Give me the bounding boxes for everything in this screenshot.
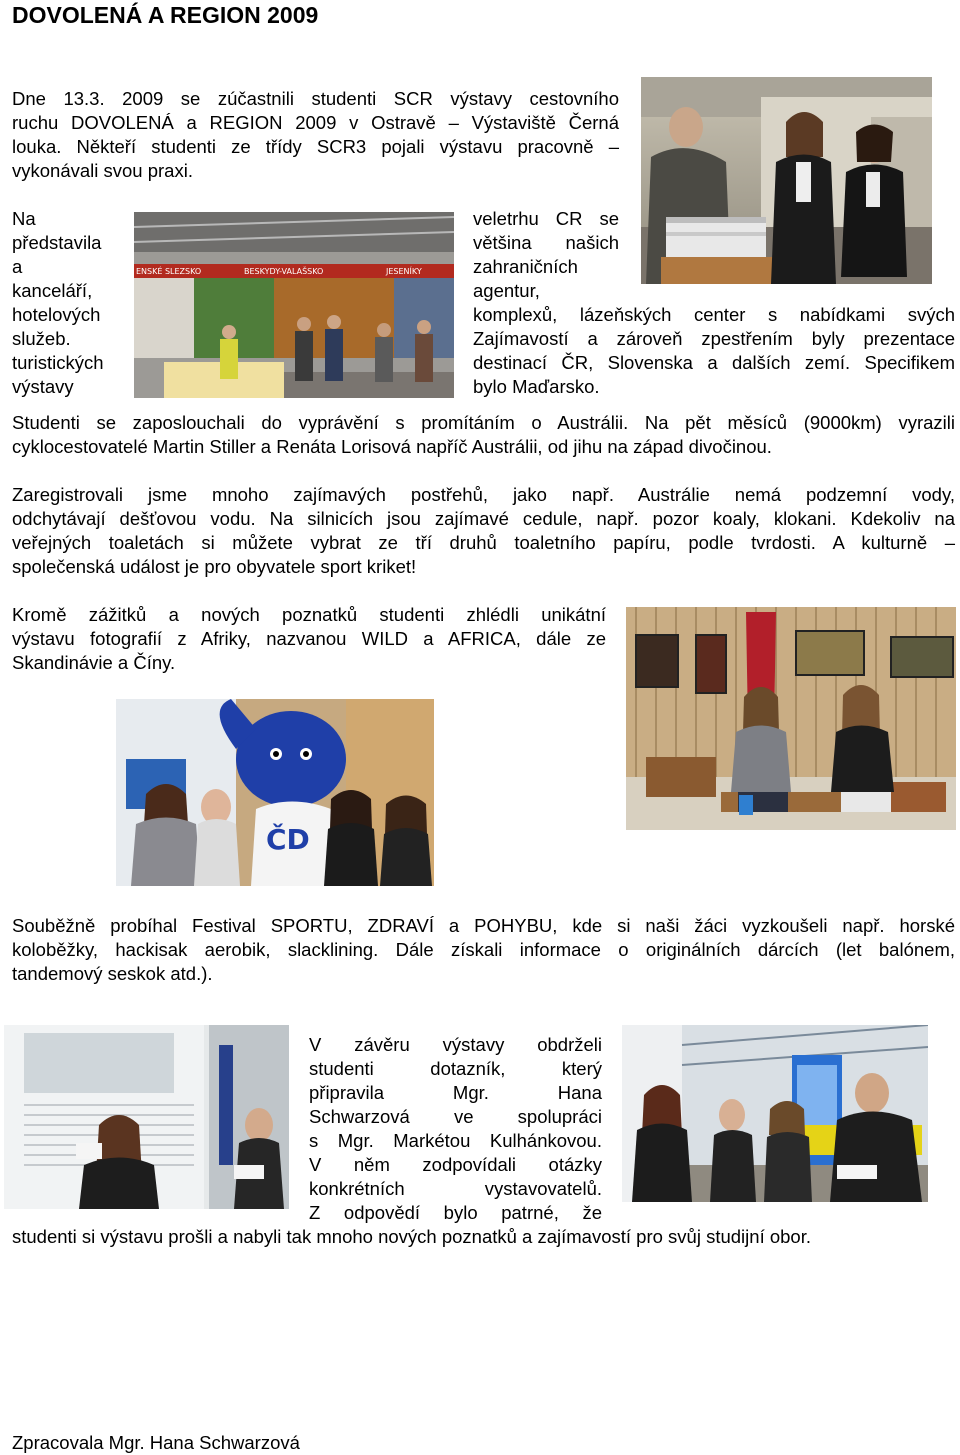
fair-right-wide-line: komplexů, lázeňských center s nabídkami svých [473,304,955,325]
word: našich [565,232,619,253]
facts-line: společenská událost je pro obyvatele sport kriket! [12,556,417,577]
facts-line: veřejných toaletách si můžete vybrat ze tří druhů toaletního papíru, podle tvrdosti. A kulturně – [12,532,955,553]
fair-right-wide-line: Zajímavostí a zároveň zpestřením byly prezentace [473,328,955,349]
intro-line: ruchu DOVOLENÁ a REGION 2009 v Ostravě – Výstaviště Černá [12,112,619,133]
photo-map-board [4,1025,289,1209]
fair-left-word: představila [12,232,102,253]
festival-line: tandemový seskok atd.). [12,963,213,984]
australia-line: Studenti se zaposlouchali do vyprávění s promítáním o Austrálii. Na pět měsíců (9000km) vyrazili [12,412,955,433]
booth-banner-text: ENSKÉ SLEZSKO [136,267,202,276]
cd-logo: ČD [266,823,310,856]
questionnaire-line: V závěru výstavy obdrželi [309,1034,602,1055]
intro-line: vykonávali svou praxi. [12,160,193,181]
questionnaire-last-line: studenti si výstavu prošli a nabyli tak mnoho nových poznatků a zajímavostí pro svůj studijní obor. [12,1226,811,1247]
fair-right-line: zahraničních [473,256,578,277]
fair-right-line [473,207,619,231]
fair-left-word: služeb. [12,328,71,349]
australia-line: cyklocestovatelé Martin Stiller a Renáta Lorisová napříč Austrálii, od jihu na západ divočinou. [12,436,772,457]
photo-exhibit-line: Kromě zážitků a nových poznatků studenti zhlédli unikátní [12,604,606,625]
booth-banner-text: BESKYDY-VALAŠSKO [244,267,324,276]
fair-left-word: a [12,256,23,277]
festival-line: Souběžně probíhal Festival SPORTU, ZDRAVÍ a POHYBU, kde si naši žáci vyzkoušeli např. horské [12,915,955,936]
questionnaire-line: Z odpovědí bylo patrné, že [309,1202,602,1223]
fair-left-word: turistických [12,352,104,373]
fair-left-word: hotelových [12,304,101,325]
page-title: DOVOLENÁ A REGION 2009 [12,2,319,28]
questionnaire-line: V něm zodpovídali otázky [309,1154,602,1175]
fair-left-word: kanceláří, [12,280,93,301]
photo-africa-exhibit [626,607,956,830]
word: veletrhu [473,208,539,229]
fair-right-line [473,231,619,255]
festival-line: koloběžky, hackisak aerobik, slacklining. Dále získali informace o originálních dárcích (let balónem, [12,939,955,960]
photo-exhibit-line: výstavu fotografií z Afriky, nazvanou WILD a AFRICA, dále ze [12,628,606,649]
photo-students-at-stand [641,77,932,284]
intro-line: Dne 13.3. 2009 se zúčastnili studenti SCR výstavy cestovního [12,88,619,109]
intro-line: louka. Někteří studenti ze třídy SCR3 pojali výstavu pracovně – [12,136,619,157]
questionnaire-line: konkrétních vystavovatelů. [309,1178,602,1199]
author-signature: Zpracovala Mgr. Hana Schwarzová [12,1432,300,1453]
photo-exhibition-booth [134,212,454,398]
fair-left-word: Na [12,208,36,229]
questionnaire-line: studenti dotazník, který [309,1058,602,1079]
questionnaire-line: připravila Mgr. Hana [309,1082,602,1103]
word: CR [555,208,583,229]
facts-line: odchytávají dešťovou vodu. Na silnicích jsou zajímavé cedule, např. pozor koaly, klokani. Kdekoliv na [12,508,955,529]
photo-students-outside [622,1025,928,1202]
word: se [599,208,619,229]
photo-cd-mascot [116,699,434,886]
word: většina [473,232,532,253]
photo-exhibit-line: Skandinávie a Číny. [12,652,176,673]
booth-banner-text: JESENÍKY [386,267,422,276]
questionnaire-line: Schwarzová ve spolupráci [309,1106,602,1127]
facts-line: Zaregistrovali jsme mnoho zajímavých postřehů, jako např. Austrálie nemá podzemní vody, [12,484,955,505]
fair-right-wide-line: bylo Maďarsko. [473,376,600,397]
fair-left-word: výstavy [12,376,74,397]
fair-right-line: agentur, [473,280,540,301]
fair-right-wide-line: destinací ČR, Slovenska a dalších zemí. Specifikem [473,352,955,373]
questionnaire-line: s Mgr. Markétou Kulhánkovou. [309,1130,602,1151]
